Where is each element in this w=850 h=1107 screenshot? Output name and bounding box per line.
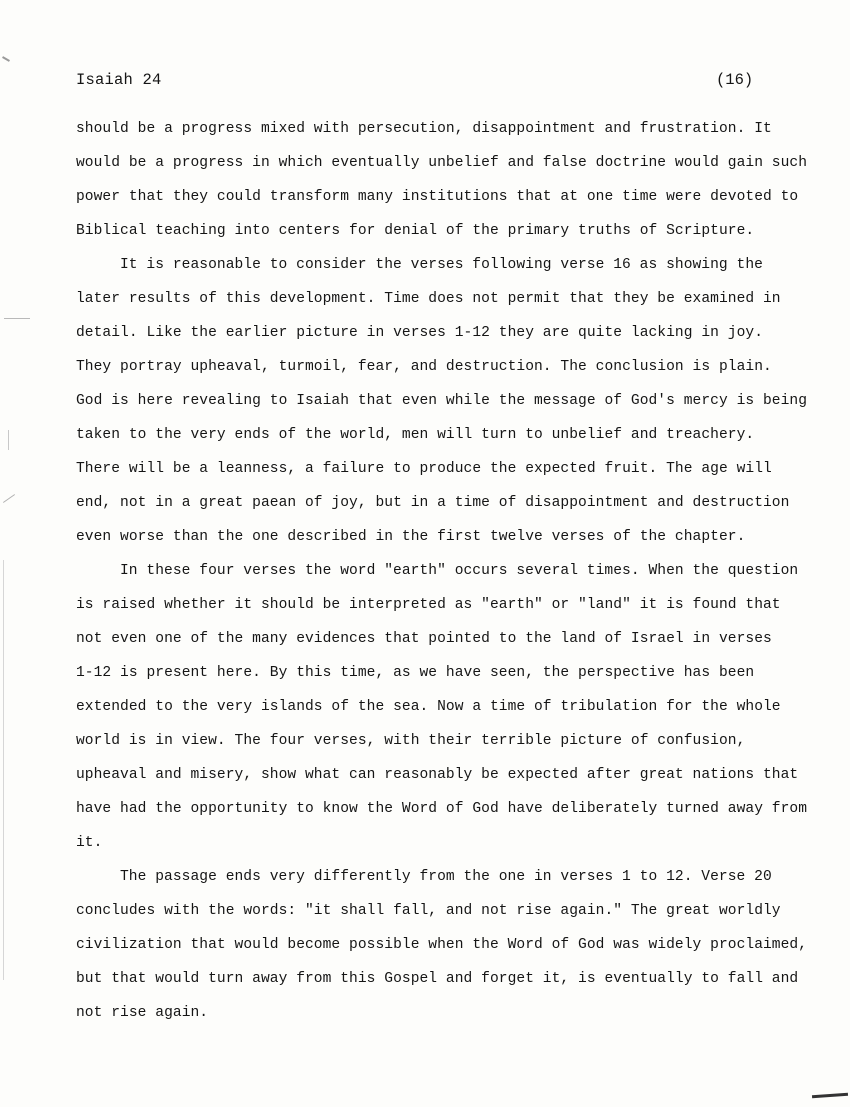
text-line: have had the opportunity to know the Word of God have deliberately turned away from xyxy=(76,801,808,817)
text-line: They portray upheaval, turmoil, fear, and destruction. The conclusion is plain. xyxy=(76,359,772,375)
text-line: Biblical teaching into centers for denial of the primary truths of Scripture. xyxy=(76,223,755,239)
text-line: 1-12 is present here. By this time, as we have seen, the perspective has been xyxy=(76,665,755,681)
text-line: not even one of the many evidences that pointed to the land of Israel in verses xyxy=(76,631,772,647)
text-line: not rise again. xyxy=(76,1005,209,1021)
text-line: would be a progress in which eventually unbelief and false doctrine would gain such xyxy=(76,155,808,171)
scan-artifact xyxy=(812,1093,848,1099)
paragraph-3 xyxy=(76,560,808,866)
text-line: is raised whether it should be interpreted as "earth" or "land" it is found that xyxy=(76,597,781,613)
scan-artifact xyxy=(3,494,15,503)
text-line: upheaval and misery, show what can reasonably be expected after great nations that xyxy=(76,767,799,783)
text-line: It is reasonable to consider the verses following verse 16 as showing the xyxy=(120,257,763,273)
paragraph-2 xyxy=(76,254,808,560)
text-line: civilization that would become possible when the Word of God was widely proclaimed, xyxy=(76,937,808,953)
text-line: There will be a leanness, a failure to produce the expected fruit. The age will xyxy=(76,461,772,477)
text-line: should be a progress mixed with persecution, disappointment and frustration. It xyxy=(76,121,772,137)
text-line: The passage ends very differently from the one in verses 1 to 12. Verse 20 xyxy=(120,869,772,885)
page-number: (16) xyxy=(716,71,754,89)
paragraph-1 xyxy=(76,118,808,254)
scan-artifact xyxy=(3,560,4,980)
text-line: it. xyxy=(76,835,103,851)
text-line: even worse than the one described in the first twelve verses of the chapter. xyxy=(76,529,746,545)
text-line: end, not in a great paean of joy, but in a time of disappointment and destruction xyxy=(76,495,790,511)
text-line: world is in view. The four verses, with their terrible picture of confusion, xyxy=(76,733,746,749)
text-line: taken to the very ends of the world, men will turn to unbelief and treachery. xyxy=(76,427,755,443)
text-line: detail. Like the earlier picture in verses 1-12 they are quite lacking in joy. xyxy=(76,325,763,341)
text-line: later results of this development. Time does not permit that they be examined in xyxy=(76,291,781,307)
page-header-title: Isaiah 24 xyxy=(76,71,162,89)
text-line: In these four verses the word "earth" occurs several times. When the question xyxy=(120,563,799,579)
text-line: concludes with the words: "it shall fall, and not rise again." The great worldly xyxy=(76,903,781,919)
text-line: God is here revealing to Isaiah that even while the message of God's mercy is being xyxy=(76,393,808,409)
document-body xyxy=(76,118,808,1036)
text-line: extended to the very islands of the sea. Now a time of tribulation for the whole xyxy=(76,699,781,715)
text-line: power that they could transform many institutions that at one time were devoted to xyxy=(76,189,799,205)
scan-artifact xyxy=(8,430,9,450)
paragraph-4 xyxy=(76,866,808,1036)
text-line: but that would turn away from this Gospel and forget it, is eventually to fall and xyxy=(76,971,799,987)
scan-artifact xyxy=(2,56,10,62)
scan-artifact xyxy=(4,318,30,319)
